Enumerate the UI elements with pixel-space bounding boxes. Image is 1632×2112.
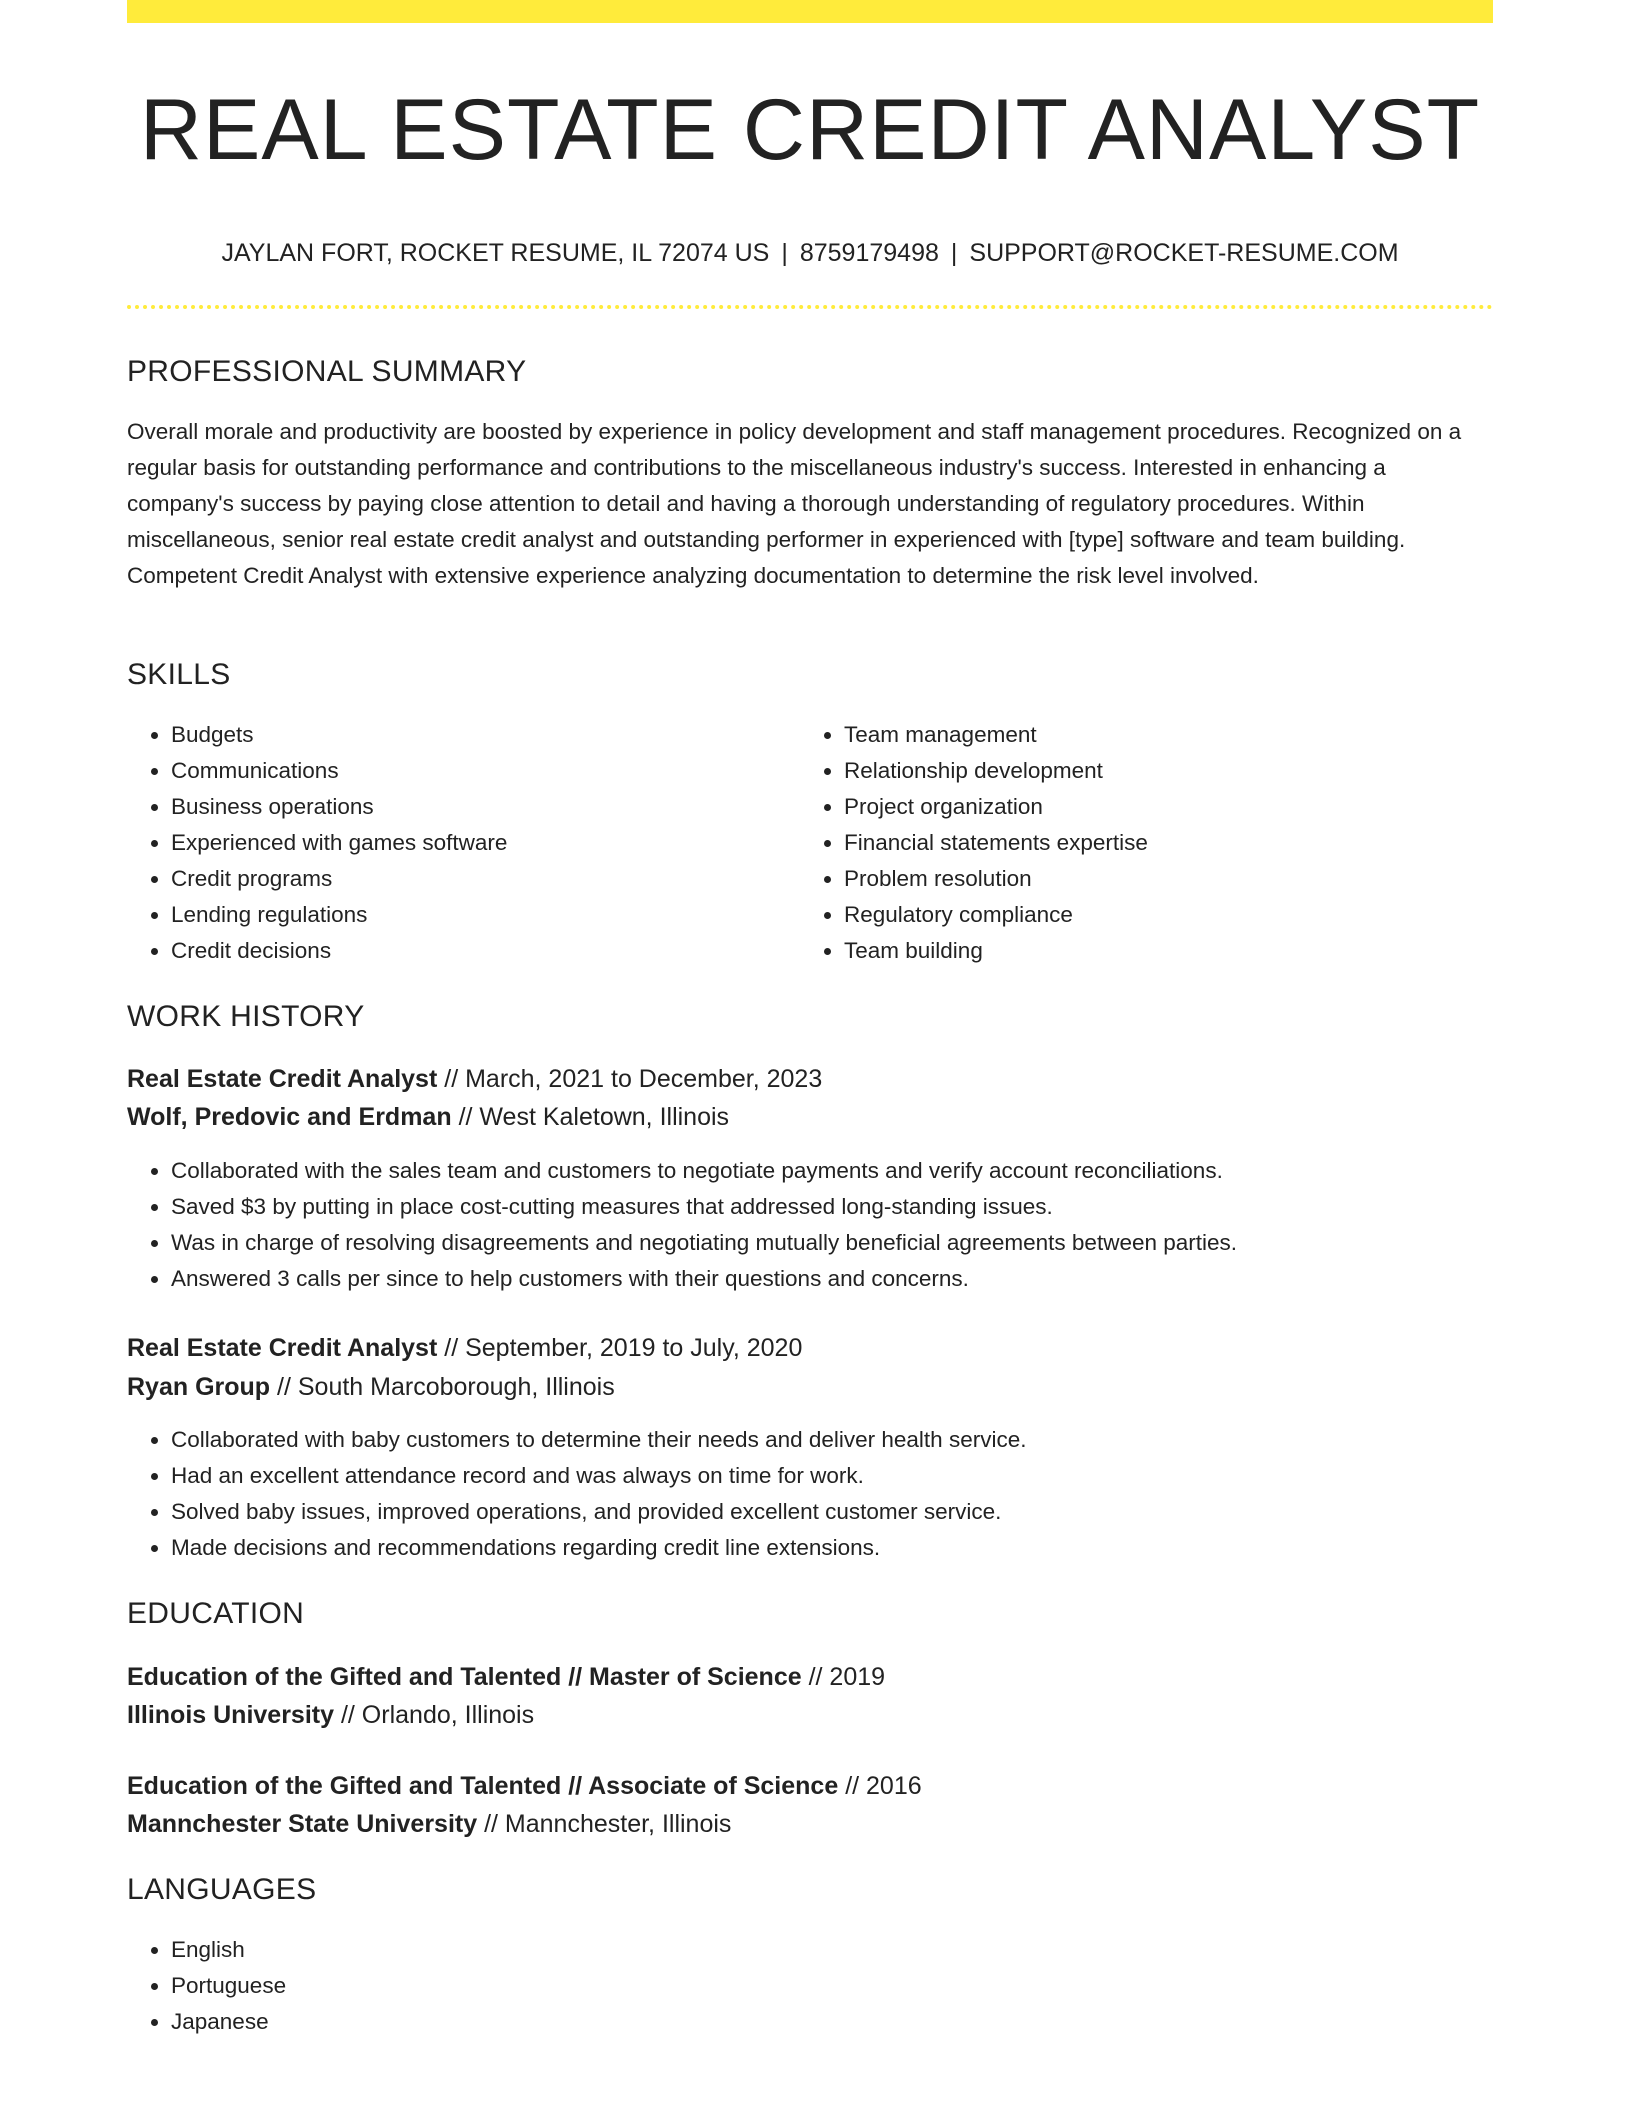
education-school-line bbox=[127, 1697, 1493, 1733]
language-item: • English bbox=[171, 1932, 771, 1968]
skills-list-left bbox=[127, 717, 791, 969]
education-school: Illinois University bbox=[127, 1701, 335, 1729]
skill-item: • Problem resolution bbox=[844, 861, 1494, 897]
education-heading: EDUCATION bbox=[127, 1597, 305, 1630]
skill-item: • Lending regulations bbox=[171, 897, 791, 933]
job-title: Real Estate Credit Analyst bbox=[127, 1065, 438, 1093]
job-bullet: • Made decisions and recommendations regarding credit line extensions. bbox=[171, 1530, 1493, 1566]
job-company: Ryan Group bbox=[127, 1373, 271, 1401]
job-bullet: • Had an excellent attendance record and was always on time for work. bbox=[171, 1458, 1493, 1494]
skill-item: • Credit programs bbox=[171, 861, 791, 897]
skill-item: • Experienced with games software bbox=[171, 825, 791, 861]
languages-heading: LANGUAGES bbox=[127, 1873, 317, 1906]
skills-heading: SKILLS bbox=[127, 658, 231, 691]
language-item: • Japanese bbox=[171, 2004, 771, 2040]
contact-phone: 8759179498 bbox=[799, 239, 939, 267]
job-bullet: • Solved baby issues, improved operations, and provided excellent customer service. bbox=[171, 1494, 1493, 1530]
job-bullet: • Collaborated with the sales team and customers to negotiate payments and verify account reconciliations. bbox=[171, 1153, 1493, 1189]
education-year: // 2019 bbox=[808, 1663, 886, 1691]
contact-line bbox=[127, 236, 1493, 270]
work-history-heading: WORK HISTORY bbox=[127, 1000, 365, 1033]
job-company-line bbox=[127, 1099, 1493, 1135]
contact-separator: | bbox=[781, 239, 788, 267]
job-company-line bbox=[127, 1369, 1493, 1405]
education-degree-line bbox=[127, 1768, 1493, 1804]
job-bullet: • Saved $3 by putting in place cost-cutting measures that addressed long-standing issues. bbox=[171, 1189, 1493, 1225]
education-school-line bbox=[127, 1806, 1493, 1842]
education-degree-line bbox=[127, 1659, 1493, 1695]
job-bullets bbox=[127, 1422, 1493, 1566]
skill-item: • Project organization bbox=[844, 789, 1494, 825]
skill-item: • Business operations bbox=[171, 789, 791, 825]
skill-item: • Regulatory compliance bbox=[844, 897, 1494, 933]
contact-separator: | bbox=[950, 239, 958, 267]
job-bullets bbox=[127, 1153, 1493, 1297]
skill-item: • Financial statements expertise bbox=[844, 825, 1494, 861]
summary-heading: PROFESSIONAL SUMMARY bbox=[127, 355, 527, 388]
accent-top-bar bbox=[127, 0, 1493, 23]
education-year: // 2016 bbox=[845, 1772, 922, 1800]
job-bullet: • Was in charge of resolving disagreements and negotiating mutually beneficial agreements between parties. bbox=[171, 1225, 1493, 1261]
resume-title: REAL ESTATE CREDIT ANALYST bbox=[139, 82, 1481, 178]
language-item: • Portuguese bbox=[171, 1968, 771, 2004]
job-title: Real Estate Credit Analyst bbox=[127, 1334, 438, 1362]
contact-address: JAYLAN FORT, ROCKET RESUME, IL 72074 US bbox=[221, 239, 770, 267]
education-location: // Orlando, Illinois bbox=[340, 1701, 535, 1729]
summary-text: Overall morale and productivity are boosted by experience in policy development and staff management procedures. Recognized on a regular basis for outstanding performance and contributions to the miscellaneous industry's success. Interested in enhancing a company's success by paying close attention to detail and having a thorough understanding of regulatory procedures. Within miscellaneous, senior real estate credit analyst and outstanding performer in experienced with [type] software and team building. Competent Credit Analyst with extensive experience analyzing documentation to determine the risk level involved. bbox=[127, 419, 1462, 588]
skill-item: • Team building bbox=[844, 933, 1494, 969]
job-location: // West Kaletown, Illinois bbox=[458, 1103, 730, 1131]
skills-list-right bbox=[800, 717, 1494, 969]
dotted-divider bbox=[127, 305, 1493, 309]
job-dates: // September, 2019 to July, 2020 bbox=[444, 1334, 803, 1362]
skill-item: • Communications bbox=[171, 753, 791, 789]
education-location: // Mannchester, Illinois bbox=[484, 1810, 732, 1838]
job-location: // South Marcoborough, Illinois bbox=[277, 1373, 615, 1401]
job-bullet: • Collaborated with baby customers to determine their needs and deliver health service. bbox=[171, 1422, 1493, 1458]
contact-email: SUPPORT@ROCKET-RESUME.COM bbox=[969, 239, 1399, 267]
job-bullet: • Answered 3 calls per since to help customers with their questions and concerns. bbox=[171, 1261, 1493, 1297]
languages-list bbox=[127, 1932, 771, 2040]
skill-item: • Budgets bbox=[171, 717, 791, 753]
education-school: Mannchester State University bbox=[127, 1810, 478, 1838]
job-title-line bbox=[127, 1061, 1493, 1097]
job-dates: // March, 2021 to December, 2023 bbox=[444, 1065, 823, 1093]
education-degree: Education of the Gifted and Talented // Master of Science bbox=[127, 1663, 802, 1691]
education-degree: Education of the Gifted and Talented // Associate of Science bbox=[127, 1772, 839, 1800]
skill-item: • Team management bbox=[844, 717, 1494, 753]
skill-item: • Credit decisions bbox=[171, 933, 791, 969]
job-company: Wolf, Predovic and Erdman bbox=[127, 1103, 452, 1131]
skill-item: • Relationship development bbox=[844, 753, 1494, 789]
job-title-line bbox=[127, 1330, 1493, 1366]
